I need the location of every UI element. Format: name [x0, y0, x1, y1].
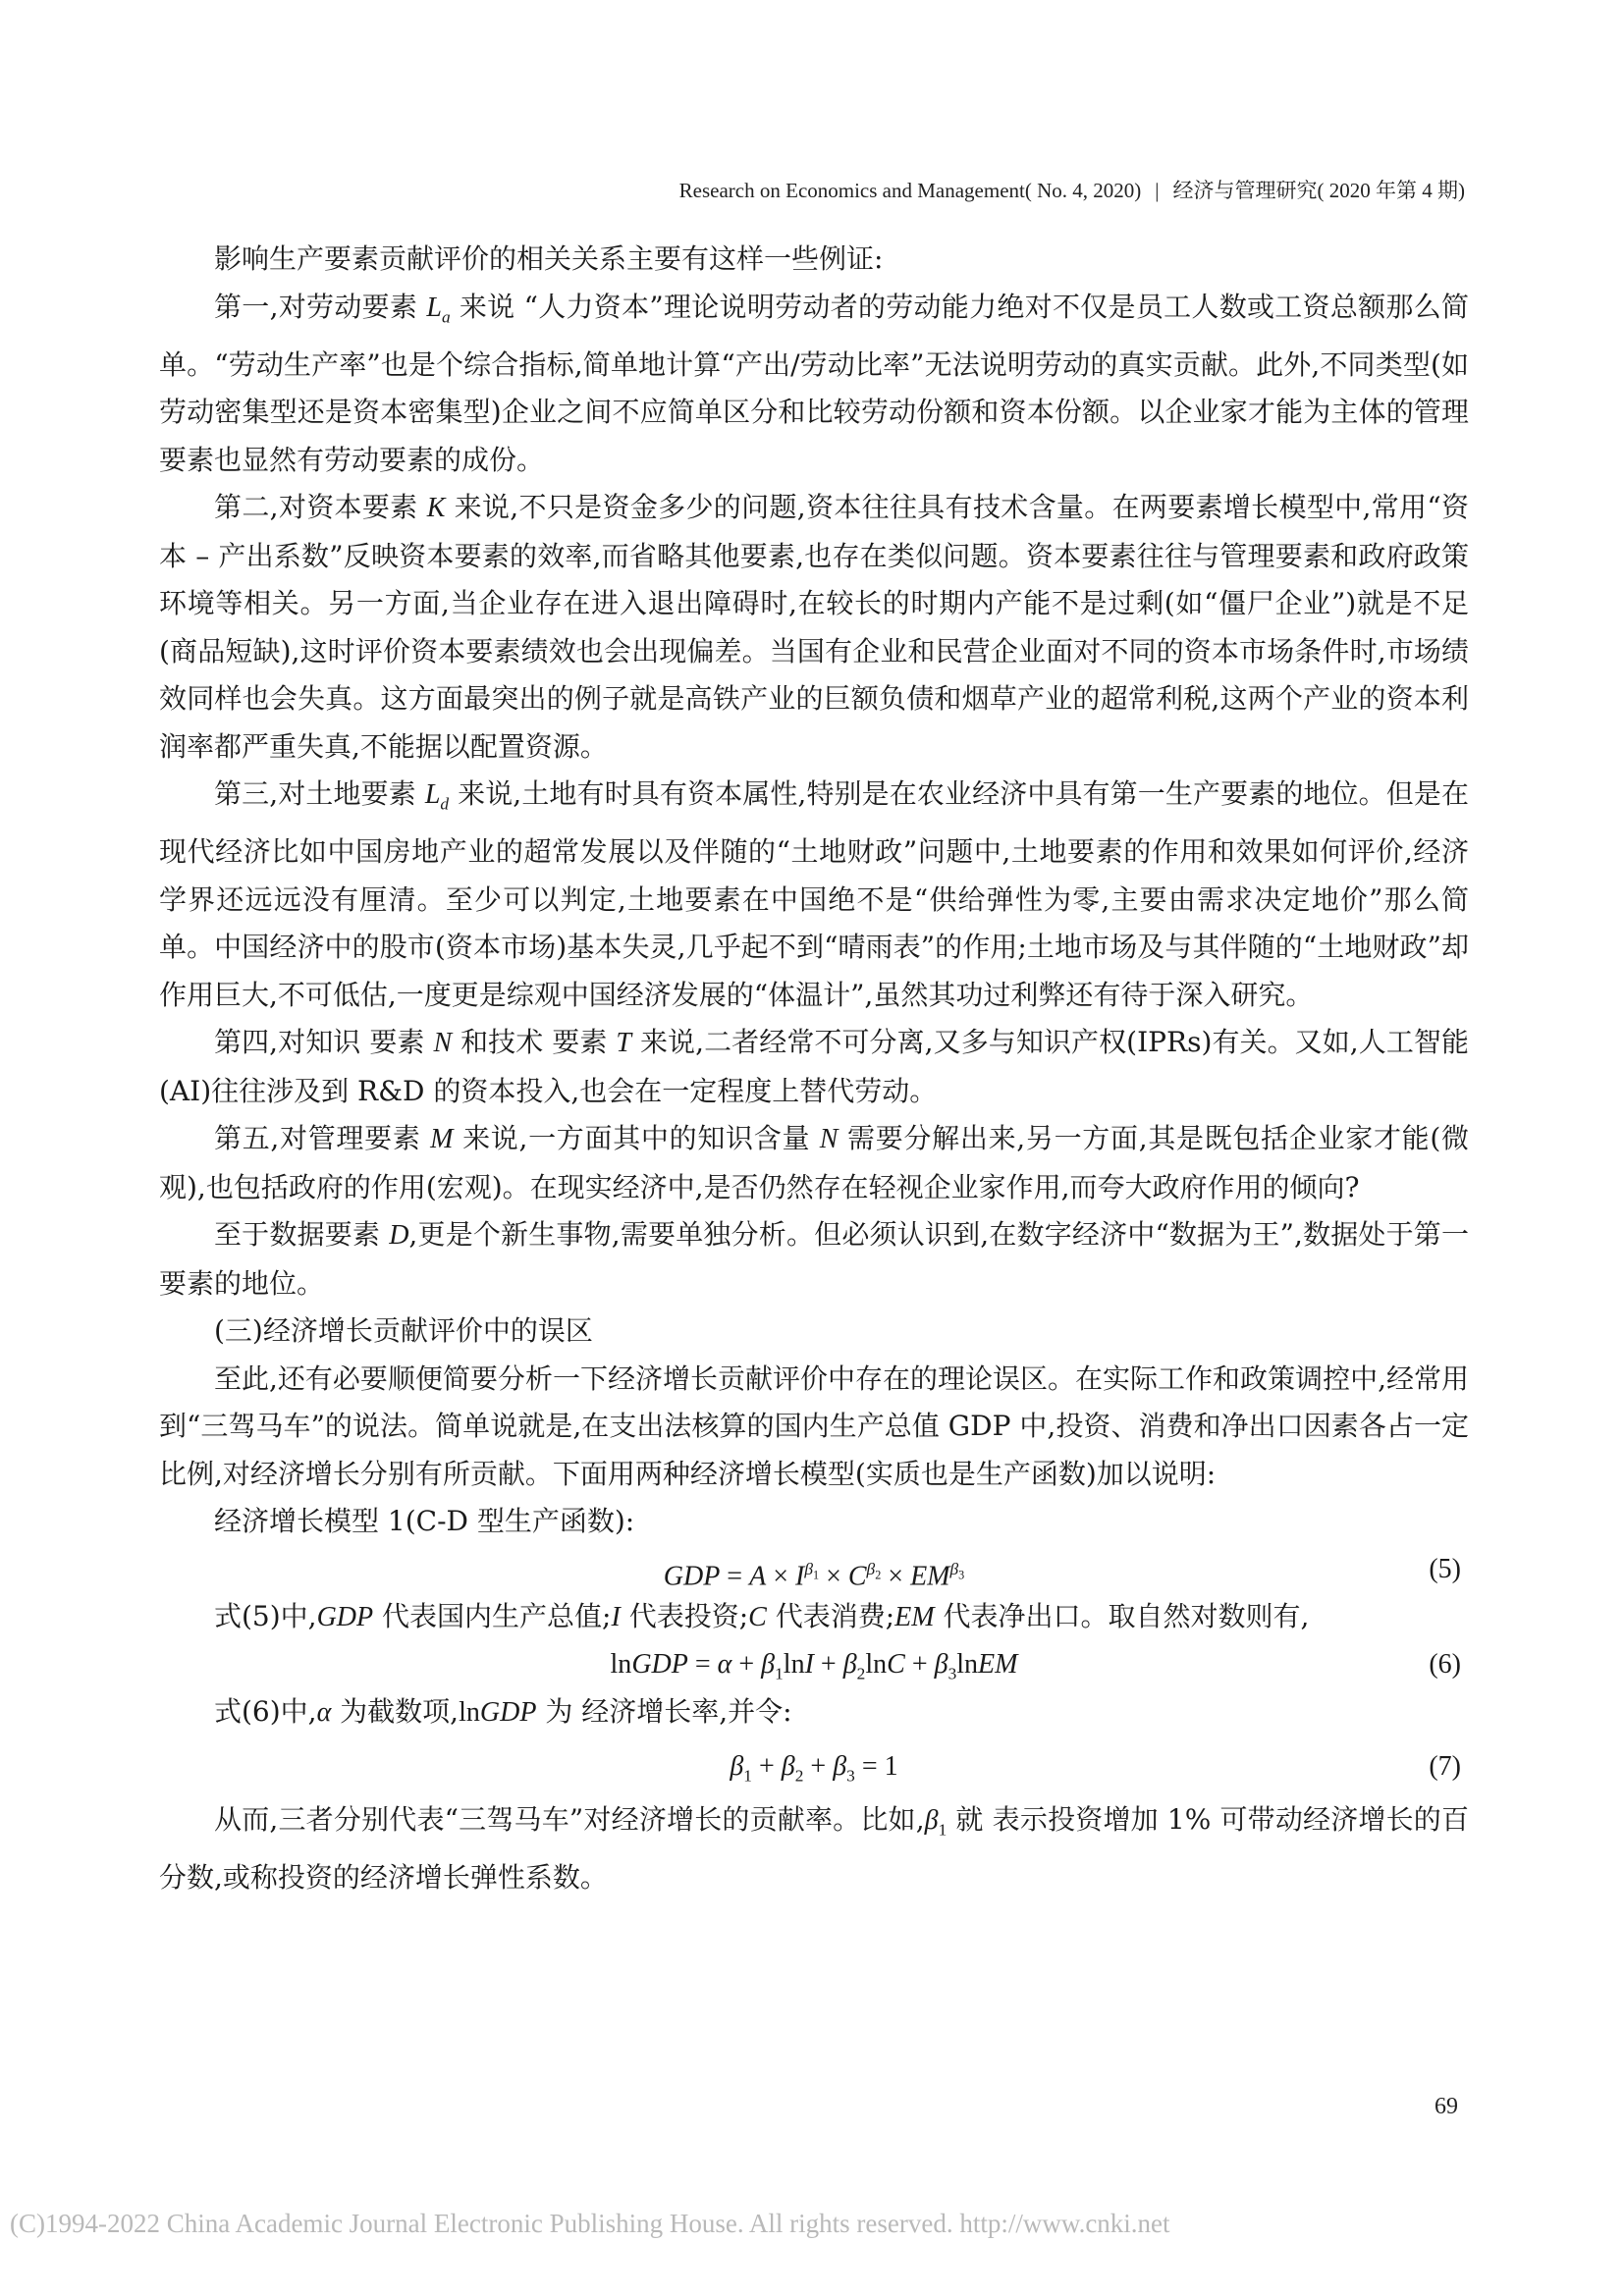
- paragraph-fallacy: 至此,还有必要顺便简要分析一下经济增长贡献评价中存在的理论误区。在实际工作和政策调控中,经常用到“三驾马车”的说法。简单说就是,在支出法核算的国内生产总值 GDP 中,投资、消费和净出口因素各占一定比例,对经济增长分别有所贡献。下面用两种经济增长模型(实质也是生产函数)加以说明:: [159, 1362, 1469, 1490]
- var-N: N: [819, 1124, 839, 1155]
- var-L-d: L: [424, 779, 441, 811]
- var-D: D: [389, 1220, 409, 1252]
- page-number: 69: [1435, 2094, 1458, 2119]
- equation-6: lnGDP = $\alpha + \beta_1\ln I + \beta_2\ln C$ + $\beta_3lnEM$ (6): [159, 1641, 1469, 1688]
- section-heading: (三)经济增长贡献评价中的误区: [214, 1314, 593, 1348]
- equation-5: GDP = $A \times I^{\beta_1} \times C^{\beta_2} \times EM^{\beta_3}$ (5): [159, 1546, 1469, 1593]
- equation-number: (6): [1429, 1649, 1461, 1681]
- journal-title-en: Research on Economics and Management( No. 4, 2020): [678, 179, 1142, 202]
- paragraph-intro: 影响生产要素贡献评价的相关关系主要有这样一些例证:: [214, 242, 884, 275]
- running-header: [679, 175, 1465, 204]
- paragraph-labor: 第一,对劳动要素 $L_a$ 来说 “人力资本”理论说明劳动者的劳动能力绝对不仅是员工人数或工资总额那么简单。“劳动生产率”也是个综合指标,简单地计算“产出/劳动比率”无法说明劳动的真实贡献。此外,不同类型(如劳动密集型还是资本密集型)企业之间不应简单区分和比较劳动份额和资本份额。以企业家才能为主体的管理要素也显然有劳动要素的成份。: [159, 290, 1469, 476]
- paragraph-eq5-explain: 式(5)中,GDP 代表国内生产总值;I 代表投资;C 代表消费;EM 代表净出口。取自然对数则有,: [214, 1599, 1310, 1632]
- header-separator: |: [1155, 179, 1160, 202]
- journal-title-cn: 经济与管理研究( 2020 年第 4 期): [1172, 179, 1465, 202]
- copyright-watermark: (C)1994-2022 China Academic Journal Electronic Publishing House. All rights reserved. http://www.cnki.net: [10, 2209, 1170, 2238]
- equation-number: (5): [1429, 1553, 1461, 1584]
- var-N: N: [433, 1028, 453, 1059]
- paragraph-knowledge: 第四,对知识 要素 N 和技术 要素 T 来说,二者经常不可分离,又多与知识产权(IPRs)有关。又如,人工智能(AI)往往涉及到 R&D 的资本投入,也会在一定程度上替代劳动。: [159, 1026, 1470, 1107]
- paragraph-data: 至于数据要素 D,更是个新生事物,需要单独分析。但必须认识到,在数字经济中“数据为王”,数据处于第一要素的地位。: [159, 1218, 1469, 1300]
- var-K: K: [426, 493, 446, 524]
- paragraph-capital: 第二,对资本要素 K 来说,不只是资金多少的问题,资本往往具有技术含量。在两要素增长模型中,常用“资本 – 产出系数”反映资本要素的效率,而省略其他要素,也存在类似问题。资本要素往往与管理要素和政府政策环境等相关。另一方面,当企业存在进入退出障碍时,在较长的时期内产能不是过剩(如“僵尸企业”)就是不足(商品短缺),这时评价资本要素绩效也会出现偏差。当国有企业和民营企业面对不同的资本市场条件时,市场绩效同样也会失真。这方面最突出的例子就是高铁产业的巨额负债和烟草产业的超常利税,这两个产业的资本利润率都严重失真,不能据以配置资源。: [159, 491, 1469, 763]
- paragraph-contribution: 从而,三者分别代表“三驾马车”对经济增长的贡献率。比如$,\beta_1$ 就 表示投资增加 1% 可带动经济增长的百分数,或称投资的经济增长弹性系数。: [159, 1802, 1469, 1894]
- paragraph-management: 第五,对管理要素 M 来说,一方面其中的知识含量 N 需要分解出来,另一方面,其是既包括企业家才能(微观),也包括政府的作用(宏观)。在现实经济中,是否仍然存在轻视企业家作用,而夸大政府作用的倾向?: [159, 1122, 1469, 1203]
- equation-7: $\beta_1 + \beta_2 + \beta_3 = 1$ (7): [159, 1743, 1469, 1790]
- model-intro: 经济增长模型 1(C-D 型生产函数):: [214, 1505, 635, 1538]
- article-body: [159, 236, 1469, 1901]
- var-L: L: [426, 292, 442, 323]
- paragraph-land: 第三,对土地要素 $L_d$ 来说,土地有时具有资本属性,特别是在农业经济中具有第一生产要素的地位。但是在现代经济比如中国房地产业的超常发展以及伴随的“土地财政”问题中,土地要素的作用和效果如何评价,经济学界还远远没有厘清。至少可以判定,土地要素在中国绝不是“供给弹性为零,主要由需求决定地价”那么简单。中国经济中的股市(资本市场)基本失灵,几乎起不到“晴雨表”的作用;土地市场及与其伴随的“土地财政”却作用巨大,不可低估,一度更是综观中国经济发展的“体温计”,虽然其功过利弊还有待于深入研究。: [159, 777, 1469, 1011]
- var-M: M: [430, 1124, 454, 1155]
- equation-number: (7): [1429, 1750, 1461, 1782]
- paragraph-eq6-explain: 式(6)中,α 为截数项,lnGDP 为 经济增长率,并令:: [214, 1695, 792, 1729]
- var-T: T: [616, 1028, 631, 1059]
